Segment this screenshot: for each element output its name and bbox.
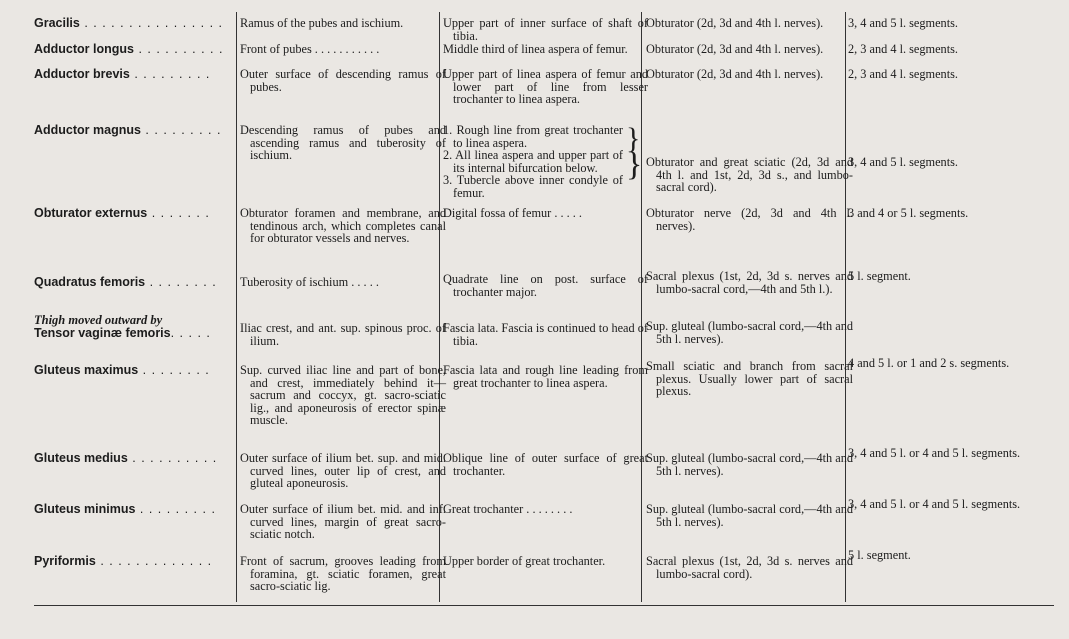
insertion-cell: Fascia lata and rough line leading from great trochanter to linea aspera.: [443, 363, 648, 390]
nerve-cell: Obturator (2d, 3d and 4th l. nerves).: [646, 67, 824, 81]
muscle-name: Gluteus minimus . . . . . . . . .: [34, 502, 216, 516]
muscle-name: Gluteus maximus . . . . . . . .: [34, 363, 210, 377]
insertion-cell: Upper part of inner surface of shaft of tibia.: [443, 16, 648, 43]
nerve-cell: Obturator (2d, 3d and 4th l. nerves).: [646, 16, 824, 30]
segments-cell: 3, 4 and 5 l. segments.: [848, 155, 958, 169]
muscle-name: Gluteus medius . . . . . . . . . .: [34, 451, 218, 465]
segments-cell: 2, 3 and 4 l. segments.: [848, 42, 958, 56]
nerve-cell: Small sciatic and branch from sacral plexus. Usually lower part of sacral plexus.: [646, 359, 853, 399]
origin-cell: Obturator foramen and membrane, and tendinous arch, which completes canal for obturator vessels and nerves.: [240, 206, 446, 246]
insertion-cell: Fascia lata. Fascia is continued to head of tibia.: [443, 321, 648, 348]
muscle-name: Quadratus femoris . . . . . . . .: [34, 275, 217, 289]
nerve-cell: Sup. gluteal (lumbo-sacral cord,—4th and 5th l. nerves).: [646, 319, 853, 346]
muscle-name: Obturator externus . . . . . . .: [34, 206, 210, 220]
segments-cell: 5 l. segment.: [848, 269, 911, 283]
column-divider: [236, 12, 237, 602]
nerve-cell: Obturator and great sciatic (2d, 3d and 4th l. and 1st, 2d, 3d s., and lumbo-sacral cord).: [646, 155, 853, 195]
muscle-name: Pyriformis . . . . . . . . . . . . .: [34, 554, 213, 568]
insertion-item: 3. Tubercle above inner condyle of femur.: [443, 173, 623, 200]
insertion-cell: Upper border of great trochanter.: [443, 554, 606, 568]
muscle-name: Adductor brevis . . . . . . . . .: [34, 67, 211, 81]
muscle-name: Thigh moved outward by Tensor vaginæ femoris. . . . .: [34, 314, 234, 339]
segments-cell: 5 l. segment.: [848, 548, 911, 562]
nerve-cell: Sacral plexus (1st, 2d, 3d s. nerves and lumbo-sacral cord,—4th and 5th l.).: [646, 269, 853, 296]
insertion-item: 1. Rough line from great trochanter to linea aspera.: [443, 123, 623, 150]
origin-cell: Iliac crest, and ant. sup. spinous proc. of ilium.: [240, 321, 446, 348]
bracket-icon: }: [626, 122, 641, 155]
origin-cell: Front of pubes . . . . . . . . . . .: [240, 42, 380, 56]
insertion-cell: Middle third of linea aspera of femur.: [443, 42, 628, 56]
origin-cell: Outer surface of descending ramus of pubes.: [240, 67, 446, 94]
insertion-item: 2. All linea aspera and upper part of its internal bifurcation below.: [443, 148, 623, 175]
segments-cell: 3, 4 and 5 l. or 4 and 5 l. segments.: [848, 497, 1021, 511]
nerve-cell: Obturator nerve (2d, 3d and 4th l. nerves).: [646, 206, 853, 233]
origin-cell: Front of sacrum, grooves leading from foramina, gt. sciatic foramen, great sacro-sciatic lig.: [240, 554, 446, 594]
insertion-cell: Upper part of linea aspera of femur and lower part of line from lesser trochanter to linea aspera.: [443, 67, 648, 107]
insertion-cell: Oblique line of outer surface of great trochanter.: [443, 451, 648, 478]
segments-cell: 3, 4 and 5 l. segments.: [848, 16, 958, 30]
origin-cell: Tuberosity of ischium . . . . .: [240, 275, 379, 289]
origin-cell: Outer surface of ilium bet. mid. and inf. curved lines, margin of great sacro-sciatic notch.: [240, 502, 446, 542]
segments-cell: 3 and 4 or 5 l. segments.: [848, 206, 969, 220]
nerve-cell: Sup. gluteal (lumbo-sacral cord,—4th and 5th l. nerves).: [646, 502, 853, 529]
muscle-name: Adductor magnus . . . . . . . . .: [34, 123, 222, 137]
nerve-cell: Sup. gluteal (lumbo-sacral cord,—4th and 5th l. nerves).: [646, 451, 853, 478]
nerve-cell: Sacral plexus (1st, 2d, 3d s. nerves and lumbo-sacral cord).: [646, 554, 853, 581]
bracket-icon: }: [626, 146, 643, 183]
muscle-name: Gracilis . . . . . . . . . . . . . . . .: [34, 16, 224, 30]
insertion-cell: [443, 124, 623, 200]
insertion-cell: Digital fossa of femur . . . . .: [443, 206, 582, 220]
origin-cell: Sup. curved iliac line and part of bone, and crest, immediately behind it—sacrum and coccyx, gt. sacro-sciatic lig., and aponeurosis of erector spinæ muscle.: [240, 363, 446, 428]
segments-cell: 2, 3 and 4 l. segments.: [848, 67, 958, 81]
motion-heading: Thigh moved outward by: [34, 313, 163, 327]
segments-cell: 3, 4 and 5 l. or 4 and 5 l. segments.: [848, 446, 1021, 460]
insertion-cell: Great trochanter . . . . . . . .: [443, 502, 573, 516]
origin-cell: Descending ramus of pubes and ascending ramus and tuberosity of ischium.: [240, 123, 446, 163]
segments-cell: 4 and 5 l. or 1 and 2 s. segments.: [848, 356, 1010, 370]
origin-cell: Outer surface of ilium bet. sup. and mid. curved lines, outer lip of crest, and gluteal aponeurosis.: [240, 451, 446, 491]
table-bottom-rule: [34, 605, 1054, 606]
origin-cell: Ramus of the pubes and ischium.: [240, 16, 404, 30]
muscle-name: Adductor longus . . . . . . . . . .: [34, 42, 224, 56]
nerve-cell: Obturator (2d, 3d and 4th l. nerves).: [646, 42, 824, 56]
insertion-cell: Quadrate line on post. surface of trochanter major.: [443, 272, 648, 299]
